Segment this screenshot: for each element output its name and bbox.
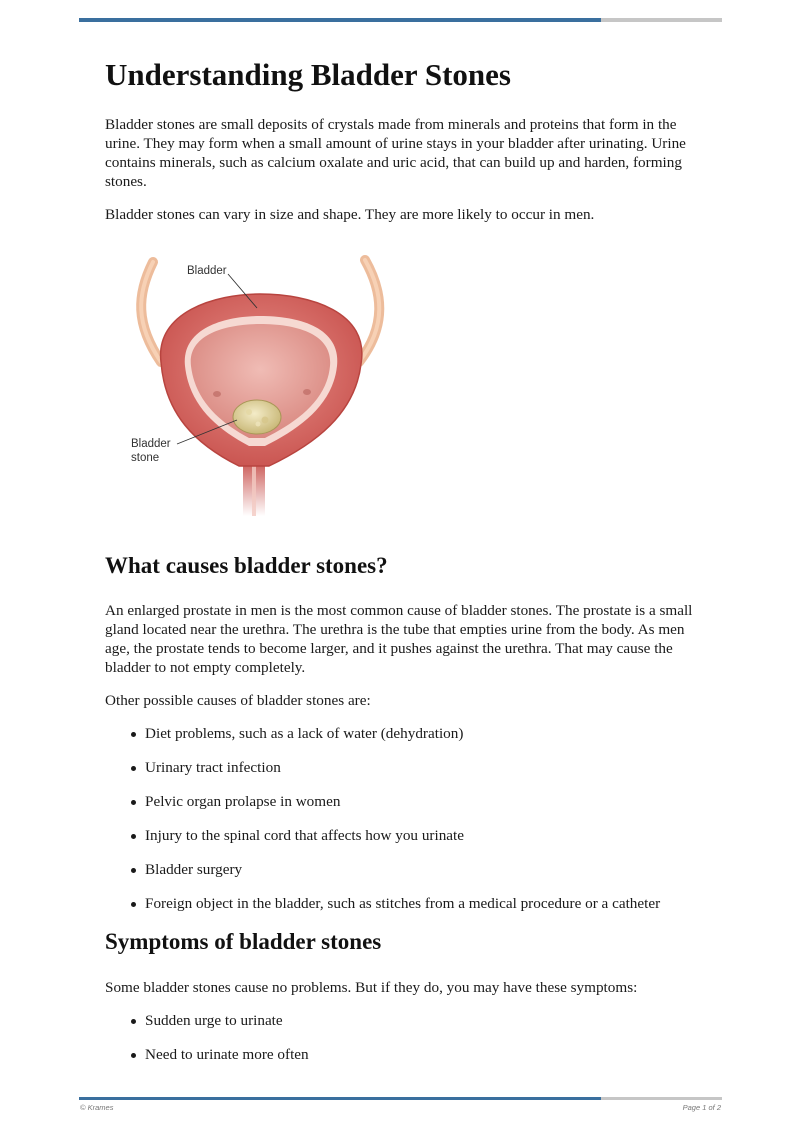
list-item: Sudden urge to urinate <box>145 1011 705 1030</box>
causes-section <box>105 552 705 914</box>
bladder-stone-label-line-2: stone <box>131 451 160 464</box>
page-number-footer: Page 1 of 2 <box>682 1103 721 1112</box>
bladder-label: Bladder <box>187 264 227 277</box>
document-body <box>105 56 705 1079</box>
symptoms-heading: Symptoms of bladder stones <box>105 929 382 955</box>
copyright-footer: © Krames <box>80 1103 114 1112</box>
bladder-diagram <box>115 254 415 526</box>
bottom-rule-blue <box>79 1097 601 1100</box>
top-rule <box>79 18 722 22</box>
bladder-stone-label <box>131 437 171 465</box>
list-item: Pelvic organ prolapse in women <box>145 792 705 811</box>
list-item: Need to urinate more often <box>145 1045 705 1064</box>
bottom-rule <box>79 1097 722 1100</box>
list-item: Injury to the spinal cord that affects how you urinate <box>145 826 705 845</box>
list-item: Bladder surgery <box>145 860 705 879</box>
causes-heading: What causes bladder stones? <box>105 552 388 578</box>
intro-paragraph-2: Bladder stones can vary in size and shape. They are more likely to occur in men. <box>105 205 595 223</box>
list-item: Foreign object in the bladder, such as stitches from a medical procedure or a catheter <box>145 894 705 913</box>
bottom-rule-gray <box>601 1097 722 1100</box>
top-rule-gray <box>601 18 722 22</box>
causes-paragraph: An enlarged prostate in men is the most common cause of bladder stones. The prostate is a small gland located near the urethra. The urethra is the tube that empties urine from the body. As men age, the prostate tends to become larger, and it pushes against the urethra. That may cause the bladder to not empty completely. <box>105 602 693 677</box>
list-item: Diet problems, such as a lack of water (dehydration) <box>145 724 705 743</box>
top-rule-blue <box>79 18 601 22</box>
causes-list-intro: Other possible causes of bladder stones are: <box>105 692 371 710</box>
symptoms-paragraph: Some bladder stones cause no problems. But if they do, you may have these symptoms: <box>105 978 638 996</box>
list-item: Urinary tract infection <box>145 758 705 777</box>
bladder-stone-label-line-1: Bladder <box>131 437 171 450</box>
page-title: Understanding Bladder Stones <box>105 57 511 92</box>
symptoms-list <box>105 1011 705 1064</box>
intro-paragraph-1: Bladder stones are small deposits of crystals made from minerals and proteins that form in the urine. They may form when a small amount of urine stays in your bladder after urinating. Urine contains minerals, such as calcium oxalate and uric acid, that can build up and harden, forming stones. <box>105 115 686 190</box>
bladder-stone-illustration <box>115 254 415 526</box>
causes-list <box>105 724 705 913</box>
symptoms-section <box>105 928 705 1064</box>
